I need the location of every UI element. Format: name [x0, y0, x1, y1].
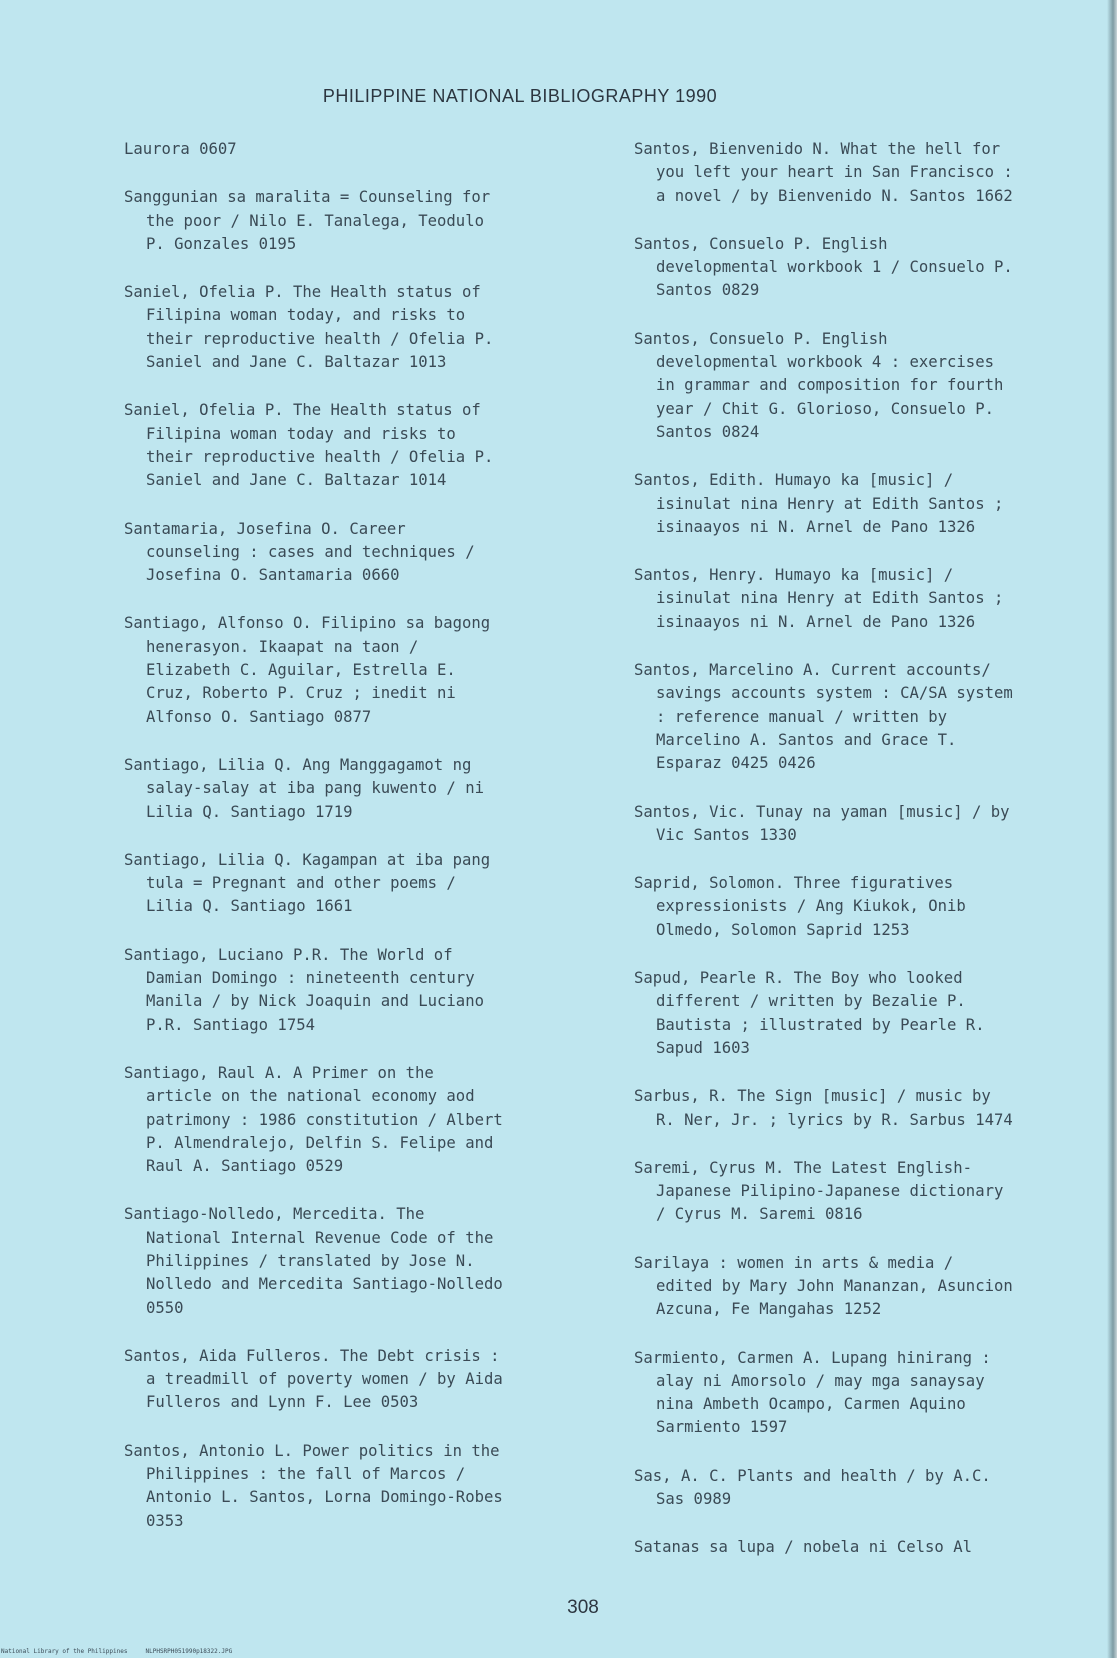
bibliography-entry: Saremi, Cyrus M. The Latest English- Japanese Pilipino-Japanese dictionary / Cyrus M. Saremi 0816 [634, 1158, 1004, 1224]
page-title: PHILIPPINE NATIONAL BIBLIOGRAPHY 1990 [322, 86, 718, 106]
bibliography-entry: Saniel, Ofelia P. The Health status of Filipina woman today and risks to their reproductive health / Ofelia P. Saniel and Jane C. Baltazar 1014 [124, 401, 494, 490]
page-edge-shadow [1107, 0, 1117, 1658]
bibliography-entry: Saprid, Solomon. Three figuratives expressionists / Ang Kiukok, Onib Olmedo, Solomon Saprid 1253 [634, 874, 966, 939]
scan-footer: National Library of the Philippines NLPHSRPH051990p18322.JPG [1, 1648, 233, 1655]
bibliography-entry: Santos, Consuelo P. English developmental workbook 4 : exercises in grammar and composition for fourth year / Chit G. Glorioso, Consuelo P. Santos 0824 [634, 329, 1004, 441]
bibliography-entry: Santos, Aida Fulleros. The Debt crisis : a treadmill of poverty women / by Aida Fulleros and Lynn F. Lee 0503 [124, 1346, 503, 1412]
bibliography-entry: Santos, Antonio L. Power politics in the Philippines : the fall of Marcos / Antonio L. Santos, Lorna Domingo-Robes 0353 [124, 1441, 503, 1530]
bibliography-entry: Santiago, Luciano P.R. The World of Damian Domingo : nineteenth century Manila / by Nick Joaquin and Luciano P.R. Santiago 1754 [124, 945, 484, 1034]
bibliography-entry: Santos, Edith. Humayo ka [music] / isinulat nina Henry at Edith Santos ; isinaayos ni N. Arnel de Pano 1326 [634, 471, 1004, 536]
bibliography-entry: Santamaria, Josefina O. Career counseling : cases and techniques / Josefina O. Santamaria 0660 [124, 519, 475, 585]
bibliography-entry: Santos, Henry. Humayo ka [music] / isinulat nina Henry at Edith Santos ; isinaayos ni N. Arnel de Pano 1326 [634, 566, 1004, 631]
bibliography-entry: Santiago, Alfonso O. Filipino sa bagong henerasyon. Ikaapat na taon / Elizabeth C. Aguilar, Estrella E. Cruz, Roberto P. Cruz ; inedit ni Alfonso O. Santiago 0877 [124, 614, 491, 726]
bibliography-entry: Sarmiento, Carmen A. Lupang hinirang : alay ni Amorsolo / may mga sanaysay nina Ambeth Ocampo, Carmen Aquino Sarmiento 1597 [634, 1348, 991, 1437]
bibliography-entry: Santiago, Lilia Q. Ang Manggagamot ng salay-salay at iba pang kuwento / ni Lilia Q. Santiago 1719 [124, 755, 484, 821]
bibliography-entry: Santos, Consuelo P. English developmental workbook 1 / Consuelo P. Santos 0829 [634, 234, 1013, 300]
left-column [124, 138, 604, 1558]
bibliography-entry: Sas, A. C. Plants and health / by A.C. Sas 0989 [634, 1466, 991, 1509]
bibliography-entry: Sarilaya : women in arts & media / edited by Mary John Mananzan, Asuncion Azcuna, Fe Mangahas 1252 [634, 1253, 1013, 1319]
bibliography-entry: Sarbus, R. The Sign [music] / music by R. Ner, Jr. ; lyrics by R. Sarbus 1474 [634, 1087, 1013, 1129]
bibliography-entry: Sanggunian sa maralita = Counseling for the poor / Nilo E. Tanalega, Teodulo P. Gonzales 0195 [124, 188, 491, 253]
bibliography-entry: Santos, Marcelino A. Current accounts/ savings accounts system : CA/SA system : reference manual / written by Marcelino A. Santos and Grace T. Esparaz 0425 0426 [634, 661, 1013, 773]
bibliography-entry: Santiago, Lilia Q. Kagampan at iba pang tula = Pregnant and other poems / Lilia Q. Santiago 1661 [124, 850, 491, 916]
right-column [634, 138, 1104, 1585]
bibliography-entry: Santos, Vic. Tunay na yaman [music] / by Vic Santos 1330 [634, 802, 1010, 844]
bibliography-entry: Satanas sa lupa / nobela ni Celso Al [634, 1538, 972, 1557]
bibliography-entry: Santiago, Raul A. A Primer on the article on the national economy aod patrimony : 1986 constitution / Albert P. Almendralejo, Delfin S. Felipe and Raul A. Santiago 0529 [124, 1063, 503, 1176]
bibliography-entry: Sapud, Pearle R. The Boy who looked different / written by Bezalie P. Bautista ; illustrated by Pearle R. Sapud 1603 [634, 969, 985, 1057]
bibliography-entry: Laurora 0607 [124, 140, 237, 158]
bibliography-entry: Saniel, Ofelia P. The Health status of Filipina woman today, and risks to their reproductive health / Ofelia P. Saniel and Jane C. Baltazar 1013 [124, 283, 494, 372]
page-number: 308 [567, 1597, 599, 1618]
bibliography-entry: Santiago-Nolledo, Mercedita. The National Internal Revenue Code of the Philippines / translated by Jose N. Nolledo and Mercedita Santiago-Nolledo 0550 [124, 1205, 503, 1317]
bibliography-entry: Santos, Bienvenido N. What the hell for you left your heart in San Francisco : a novel / by Bienvenido N. Santos 1662 [634, 140, 1013, 205]
